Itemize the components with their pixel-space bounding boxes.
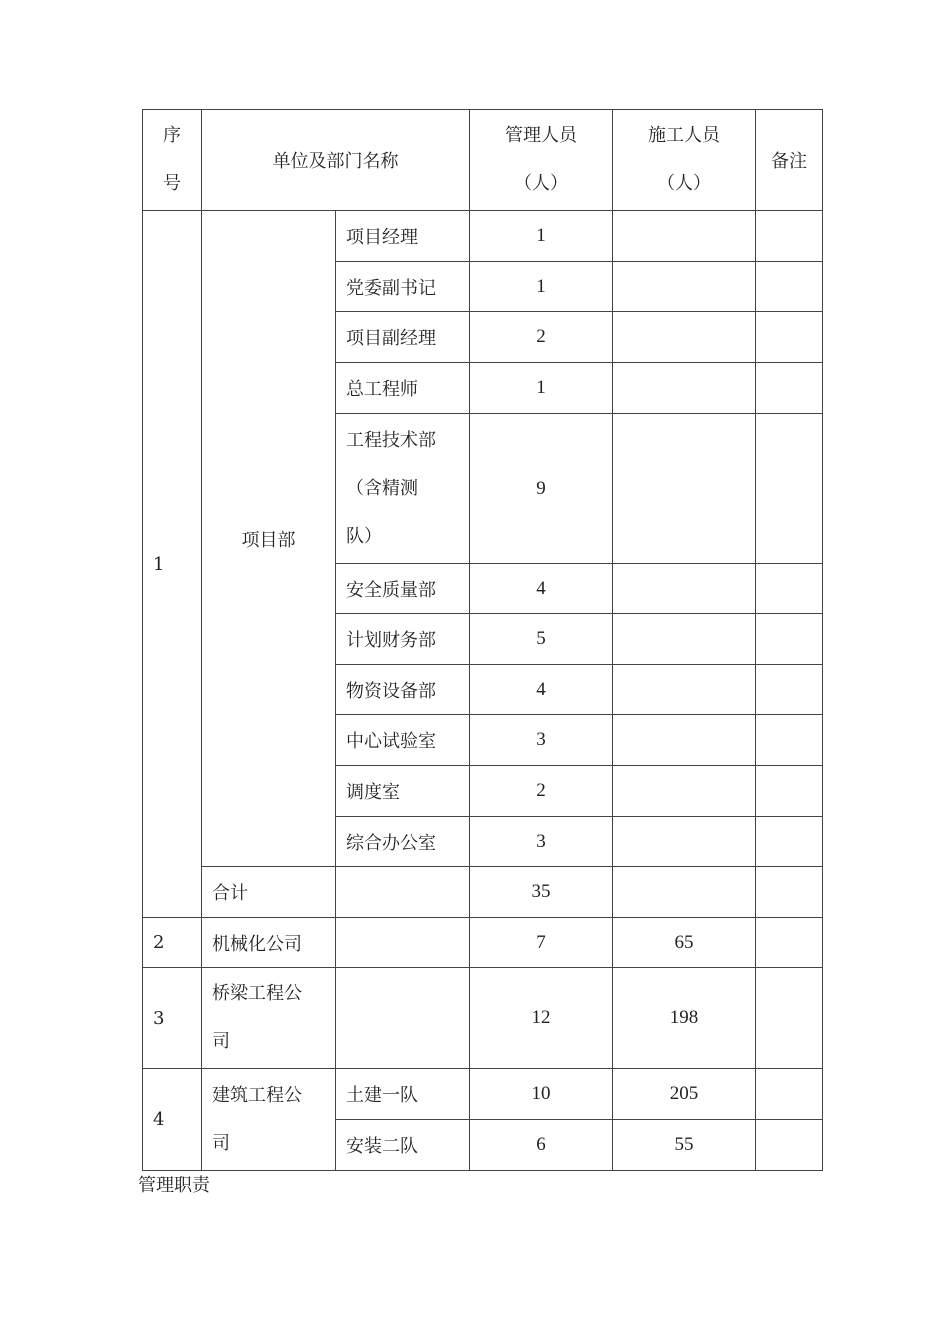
total-label: 合计: [202, 867, 336, 918]
mgmt-cell: 2: [470, 766, 613, 817]
const-cell: [613, 211, 756, 262]
unit-name-cell: 桥梁工程公 司: [202, 968, 336, 1069]
seq-cell: 3: [143, 968, 202, 1069]
mgmt-cell: 9: [470, 414, 613, 564]
dept-cell: 综合办公室: [336, 817, 470, 867]
const-cell: [613, 564, 756, 614]
header-const: 施工人员 （人）: [613, 110, 756, 211]
dept-cell: 安全质量部: [336, 564, 470, 614]
remark-cell: [756, 564, 823, 614]
const-cell: 65: [613, 918, 756, 968]
header-unit-name: 单位及部门名称: [202, 110, 470, 211]
mgmt-cell: 3: [470, 715, 613, 766]
remark-cell: [756, 715, 823, 766]
dept-cell: 物资设备部: [336, 665, 470, 715]
section-heading: 管理职责: [138, 1175, 210, 1196]
mgmt-cell: 1: [470, 211, 613, 262]
dept-cell: 总工程师: [336, 363, 470, 414]
table-row: [143, 211, 823, 262]
mgmt-cell: 3: [470, 817, 613, 867]
table-row: [143, 918, 823, 968]
remark-cell: [756, 614, 823, 665]
header-remark: 备注: [756, 110, 823, 211]
dept-cell: 安装二队: [336, 1120, 470, 1171]
dept-cell: 项目经理: [336, 211, 470, 262]
const-cell: [613, 414, 756, 564]
seq-cell: 1: [143, 211, 202, 918]
dept-cell: 调度室: [336, 766, 470, 817]
dept-cell: 计划财务部: [336, 614, 470, 665]
const-cell: [613, 614, 756, 665]
const-cell: [613, 766, 756, 817]
dept-cell: [336, 867, 470, 918]
remark-cell: [756, 312, 823, 363]
seq-cell: 2: [143, 918, 202, 968]
remark-cell: [756, 363, 823, 414]
remark-cell: [756, 766, 823, 817]
remark-cell: [756, 817, 823, 867]
total-mgmt: 35: [470, 867, 613, 918]
mgmt-cell: 12: [470, 968, 613, 1069]
remark-cell: [756, 1069, 823, 1120]
table-row: [143, 968, 823, 1069]
remark-cell: [756, 968, 823, 1069]
mgmt-cell: 1: [470, 262, 613, 312]
remark-cell: [756, 211, 823, 262]
const-cell: [613, 665, 756, 715]
remark-cell: [756, 867, 823, 918]
mgmt-cell: 6: [470, 1120, 613, 1171]
remark-cell: [756, 665, 823, 715]
const-cell: [613, 715, 756, 766]
const-cell: [613, 262, 756, 312]
mgmt-cell: 1: [470, 363, 613, 414]
unit-name-cell: 建筑工程公 司: [202, 1069, 336, 1171]
dept-cell: 工程技术部 （含精测 队）: [336, 414, 470, 564]
mgmt-cell: 4: [470, 564, 613, 614]
seq-cell: 4: [143, 1069, 202, 1171]
dept-cell: 中心试验室: [336, 715, 470, 766]
const-cell: [613, 363, 756, 414]
const-cell: [613, 817, 756, 867]
dept-cell: [336, 968, 470, 1069]
remark-cell: [756, 262, 823, 312]
header-mgmt: 管理人员 （人）: [470, 110, 613, 211]
const-cell: [613, 312, 756, 363]
dept-cell: [336, 918, 470, 968]
const-cell: 198: [613, 968, 756, 1069]
mgmt-cell: 7: [470, 918, 613, 968]
header-seq: 序 号: [143, 110, 202, 211]
remark-cell: [756, 414, 823, 564]
table-row: [143, 1069, 823, 1120]
mgmt-cell: 4: [470, 665, 613, 715]
dept-cell: 项目副经理: [336, 312, 470, 363]
mgmt-cell: 10: [470, 1069, 613, 1120]
remark-cell: [756, 1120, 823, 1171]
const-cell: [613, 867, 756, 918]
mgmt-cell: 2: [470, 312, 613, 363]
mgmt-cell: 5: [470, 614, 613, 665]
dept-cell: 土建一队: [336, 1069, 470, 1120]
header-row: [143, 110, 823, 211]
const-cell: 55: [613, 1120, 756, 1171]
unit-name-cell: 项目部: [202, 211, 336, 867]
total-row: [143, 867, 823, 918]
staffing-table: [142, 109, 823, 1171]
remark-cell: [756, 918, 823, 968]
dept-cell: 党委副书记: [336, 262, 470, 312]
const-cell: 205: [613, 1069, 756, 1120]
unit-name-cell: 机械化公司: [202, 918, 336, 968]
